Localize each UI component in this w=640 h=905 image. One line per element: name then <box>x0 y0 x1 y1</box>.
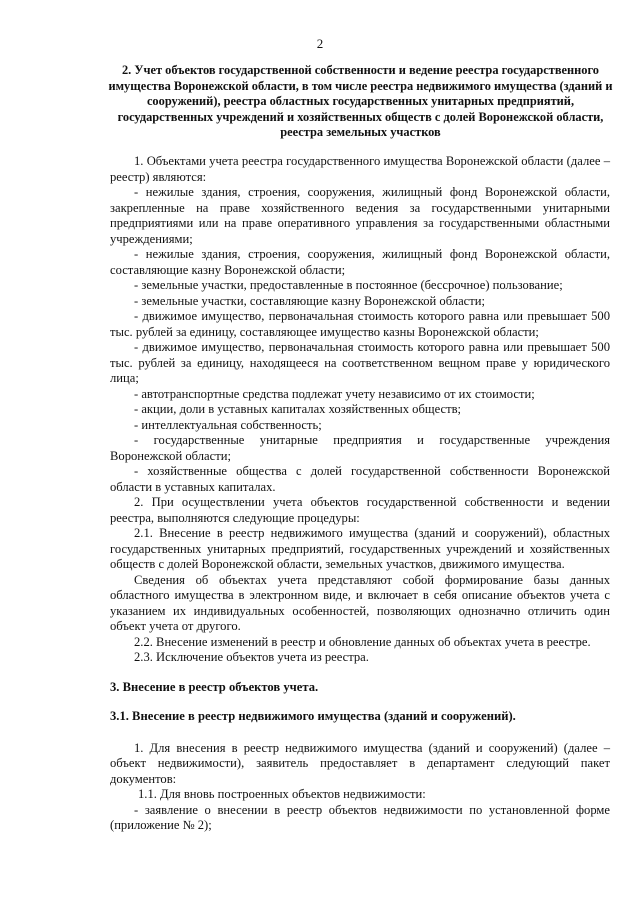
list-item: - хозяйственные общества с долей государственной собственности Воронежской области в уставных капиталах. <box>110 464 610 494</box>
list-item: - акции, доли в уставных капиталах хозяйственных обществ; <box>134 402 462 416</box>
paragraph: 2.1. Внесение в реестр недвижимого имущества (зданий и сооружений), областных государственных унитарных предприятий, государственных учреждений и хозяйственных обществ с долей Воронежской области, земельных участков, движимого имущества. <box>110 526 610 571</box>
list-item: - движимое имущество, первоначальная стоимость которого равна или превышает 500 тыс. рублей за единицу, составляющее имущество казны Воронежской области; <box>110 309 610 339</box>
page-number: 2 <box>316 36 324 51</box>
list-item: - нежилые здания, строения, сооружения, жилищный фонд Воронежской области, закрепленные на праве хозяйственного ведения за государственными унитарными предприятиями или на праве оперативного управления за государственными областными учреждениями; <box>110 185 610 246</box>
list-item: - государственные унитарные предприятия и государственные учреждения Воронежской области; <box>110 433 610 463</box>
list-item: - заявление о внесении в реестр объектов недвижимости по установленной форме (приложение № 2); <box>110 802 610 832</box>
list-item: - земельные участки, предоставленные в постоянное (бессрочное) пользование; <box>134 278 563 292</box>
paragraph: 1.1. Для вновь построенных объектов недвижимости: <box>138 787 426 801</box>
list-item: - земельные участки, составляющие казну Воронежской области; <box>134 293 486 308</box>
list-item: - движимое имущество, первоначальная стоимость которого равна или превышает 500 тыс. рублей за единицу, находящееся на соответственном вещном праве у юридического лица; <box>110 340 610 385</box>
list-item: - нежилые здания, строения, сооружения, жилищный фонд Воронежской области, составляющие казну Воронежской области; <box>110 247 610 277</box>
paragraph: 2. При осуществлении учета объектов государственной собственности и ведении реестра, выполняются следующие процедуры: <box>110 495 610 525</box>
paragraph: 2.2. Внесение изменений в реестр и обновление данных об объектах учета в реестре. <box>134 634 591 649</box>
paragraph: Сведения об объектах учета представляют собой формирование базы данных областного имущества в электронном виде, и включает в себя описание объектов учета с указанием их индивидуальных особенностей, позволяющих однозначно отличить один объект учета от другого. <box>110 572 610 633</box>
list-item: - автотранспортные средства подлежат учету независимо от их стоимости; <box>134 386 535 401</box>
paragraph: 1. Для внесения в реестр недвижимого имущества (зданий и сооружений) (далее – объект недвижимости), заявитель предоставляет в департамент следующий пакет документов: <box>110 740 610 786</box>
section-3-1-heading: 3.1. Внесение в реестр недвижимого имущества (зданий и сооружений). <box>110 709 516 723</box>
paragraph: 1. Объектами учета реестра государственного имущества Воронежской области (далее – реестр) являются: <box>110 154 610 184</box>
paragraph: 2.3. Исключение объектов учета из реестра. <box>134 650 369 664</box>
list-item: - интеллектуальная собственность; <box>134 417 322 432</box>
section-3-heading: 3. Внесение в реестр объектов учета. <box>110 679 319 694</box>
section-2-heading: 2. Учет объектов государственной собственности и ведение реестра государственного имущества Воронежской области, в том числе реестра недвижимого имущества (зданий и сооружений), реестра областных государственных унитарных предприятий, государственных учреждений и хозяйственных обществ с долей Воронежской области, реестра земельных участков <box>108 63 613 140</box>
document-body <box>110 154 610 834</box>
